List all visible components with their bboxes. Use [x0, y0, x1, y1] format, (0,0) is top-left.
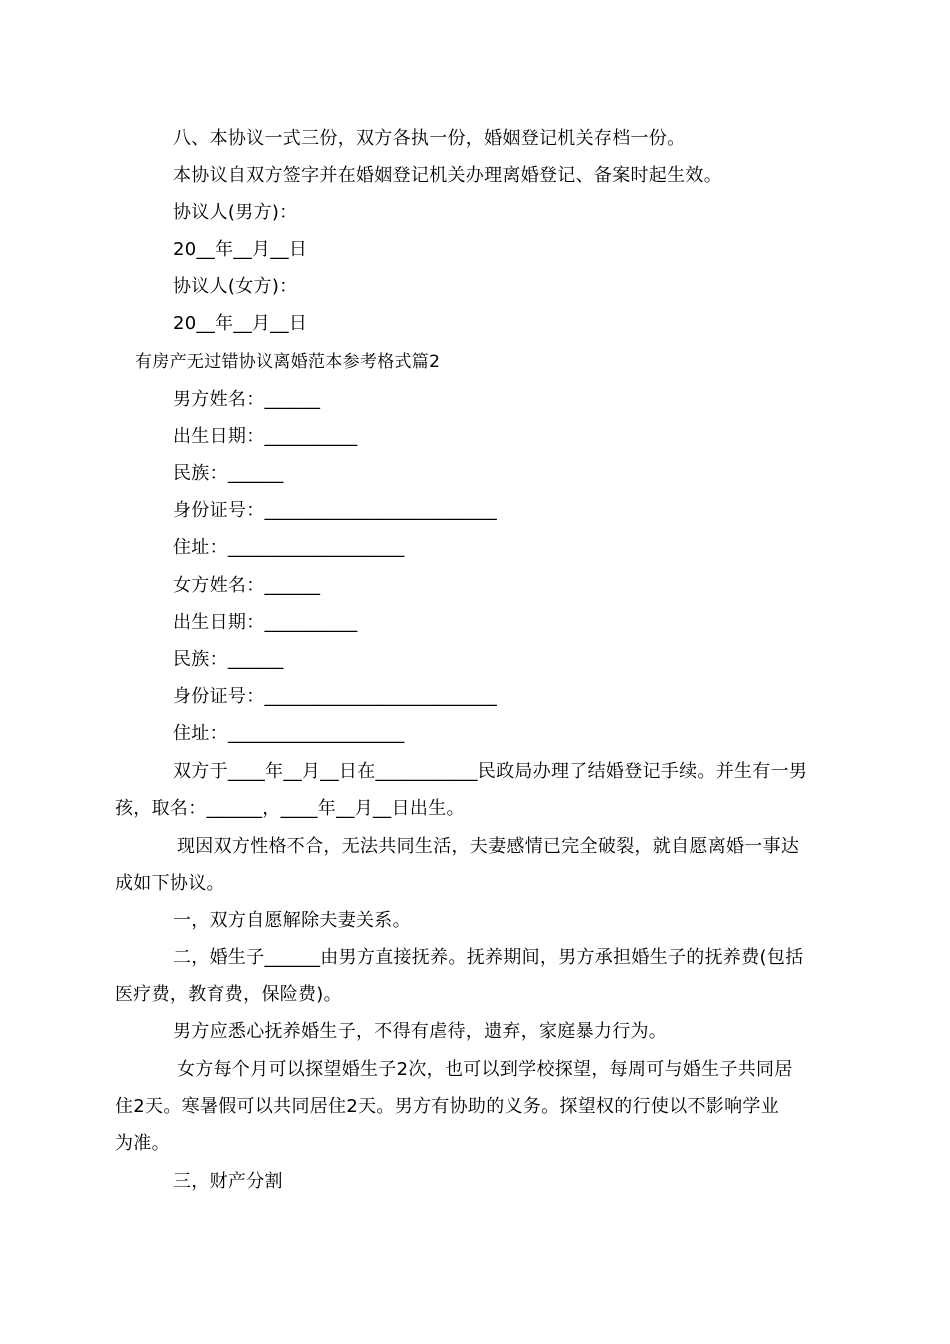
- signatory-female-label: 协议人(女方)：: [173, 276, 298, 297]
- male-id-field: 身份证号：_________________________: [173, 500, 497, 521]
- male-address-field: 住址：___________________: [173, 537, 405, 558]
- signatory-male-date: 20__年__月__日: [173, 239, 308, 260]
- care-paragraph: 男方应悉心抚养婚生子，不得有虐待，遗弃，家庭暴力行为。: [173, 1021, 668, 1042]
- female-name-field: 女方姓名：______: [173, 575, 321, 596]
- marriage-paragraph-line2: 孩，取名：______，____年__月__日出生。: [115, 798, 465, 819]
- female-birth-field: 出生日期：__________: [173, 612, 358, 633]
- item-two-line2: 医疗费，教育费，保险费)。: [115, 984, 342, 1005]
- signatory-male-label: 协议人(男方)：: [173, 202, 298, 223]
- reason-paragraph-line2: 成如下协议。: [115, 873, 225, 894]
- item-one: 一，双方自愿解除夫妻关系。: [173, 910, 411, 931]
- clause-eight-copies: 八、本协议一式三份，双方各执一份，婚姻登记机关存档一份。: [173, 128, 686, 149]
- section-title: 有房产无过错协议离婚范本参考格式篇2: [135, 352, 441, 372]
- male-ethnic-field: 民族：______: [173, 463, 284, 484]
- visit-paragraph-line1: 女方每个月可以探望婚生子2次，也可以到学校探望，每周可与婚生子共同居: [177, 1059, 793, 1080]
- visit-paragraph-line2: 住2天。寒暑假可以共同居住2天。男方有协助的义务。探望权的行使以不影响学业: [115, 1096, 780, 1117]
- signatory-female-date: 20__年__月__日: [173, 313, 308, 334]
- effective-clause: 本协议自双方签字并在婚姻登记机关办理离婚登记、备案时起生效。: [173, 165, 722, 186]
- female-address-field: 住址：___________________: [173, 723, 405, 744]
- female-ethnic-field: 民族：______: [173, 649, 284, 670]
- marriage-paragraph-line1: 双方于____年__月__日在___________民政局办理了结婚登记手续。并生有一男: [173, 761, 808, 782]
- male-birth-field: 出生日期：__________: [173, 426, 358, 447]
- item-three: 三，财产分割: [173, 1171, 283, 1192]
- female-id-field: 身份证号：_________________________: [173, 686, 497, 707]
- item-two-line1: 二，婚生子______由男方直接抚养。抚养期间，男方承担婚生子的抚养费(包括: [173, 947, 804, 968]
- male-name-field: 男方姓名：______: [173, 389, 321, 410]
- reason-paragraph-line1: 现因双方性格不合，无法共同生活，夫妻感情已完全破裂，就自愿离婚一事达: [177, 836, 800, 857]
- visit-paragraph-line3: 为准。: [115, 1133, 170, 1154]
